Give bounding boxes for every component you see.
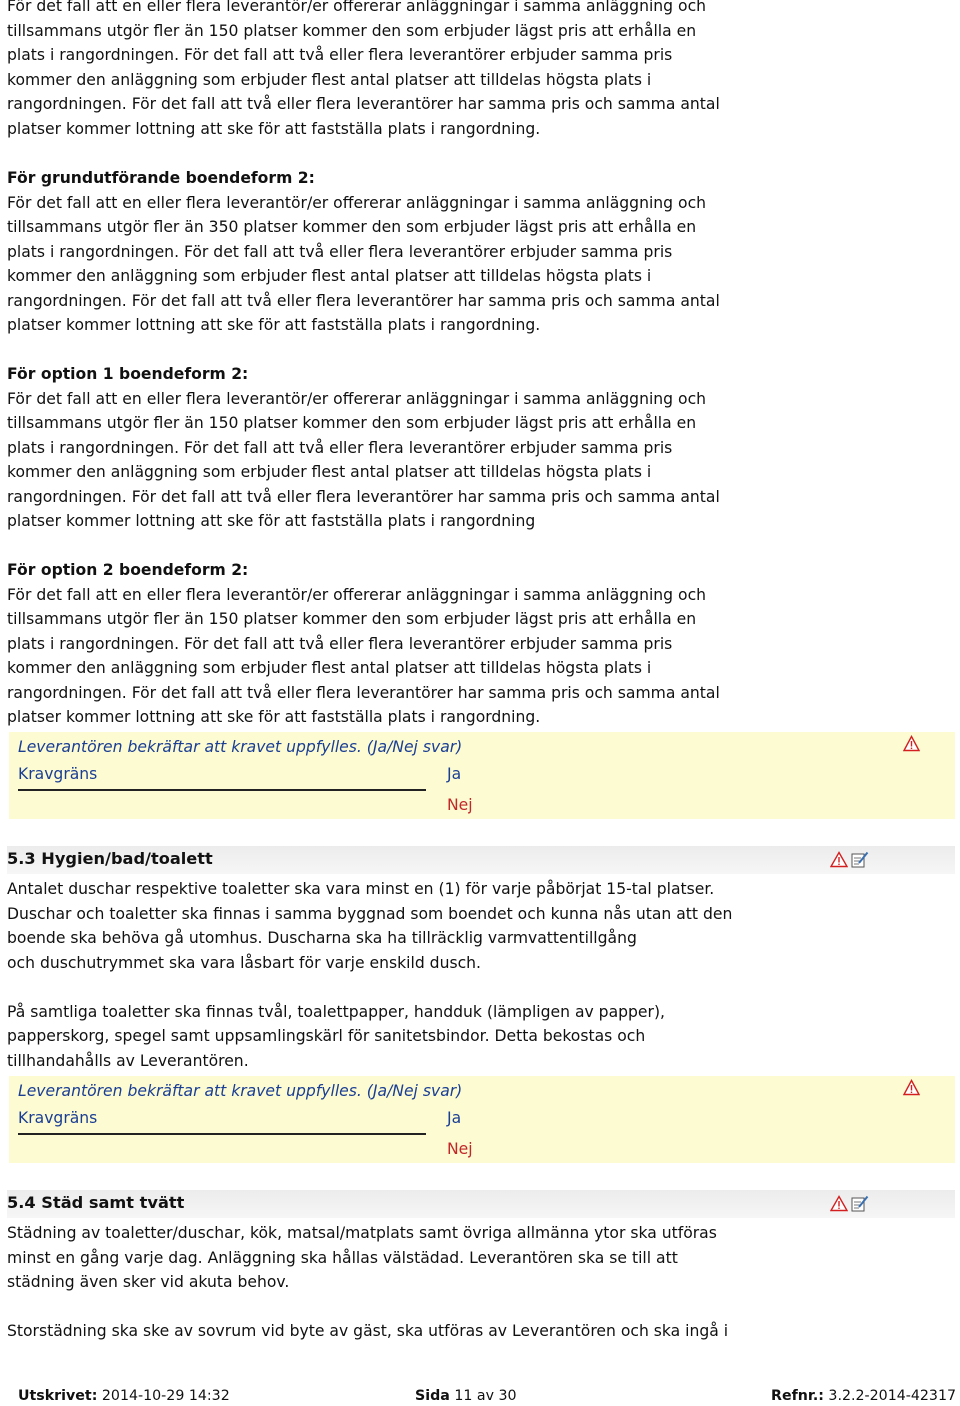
kravgrans-underline xyxy=(18,1133,426,1135)
text-line: minst en gång varje dag. Anläggning ska hållas välstädad. Leverantören ska se till att xyxy=(7,1248,678,1267)
text-line: Antalet duschar respektive toaletter ska vara minst en (1) för varje påbörjat 15-tal platser. xyxy=(7,880,715,898)
edit-document-icon[interactable] xyxy=(851,851,869,868)
requirement-box xyxy=(9,1076,955,1163)
text-line: kommer den anläggning som erbjuder flest antal platser att tilldelas högsta plats i xyxy=(7,659,652,677)
section-option-1 xyxy=(7,362,720,534)
section-heading: För grundutförande boendeform 2: xyxy=(7,169,315,187)
text-line: tillsammans utgör fler än 150 platser kommer den som erbjuder lägst pris att erhålla en xyxy=(7,414,697,432)
text-line: tillhandahålls av Leverantören. xyxy=(7,1051,249,1070)
text-line: För det fall att en eller flera leverantör/er offererar anläggningar i samma anläggning och xyxy=(7,585,707,604)
section-heading: För option 1 boendeform 2: xyxy=(7,365,249,383)
section-heading: För option 2 boendeform 2: xyxy=(7,561,249,579)
intro-paragraph xyxy=(7,0,720,141)
section-5-3-header xyxy=(7,846,955,874)
section-grundutforande xyxy=(7,166,720,338)
text-line: tillsammans utgör fler än 350 platser kommer den som erbjuder lägst pris att erhålla en xyxy=(7,218,697,236)
section-icons xyxy=(830,1195,869,1212)
text-line: kommer den anläggning som erbjuder flest antal platser att tilldelas högsta plats i xyxy=(7,70,652,89)
answer-option-yes[interactable]: Ja xyxy=(447,1109,462,1127)
warning-icon xyxy=(830,851,848,868)
warning-icon xyxy=(830,1195,848,1212)
text-line: Duschar och toaletter ska finnas i samma byggnad som boendet och kunna nås utan att den xyxy=(7,904,733,923)
text-line: Storstädning ska ske av sovrum vid byte av gäst, ska utföras av Leverantören och ska ingå i xyxy=(7,1322,729,1340)
text-line: platser kommer lottning att ske för att fastställa plats i rangordning. xyxy=(7,119,541,138)
text-line: boende ska behöva gå utomhus. Duscharna ska ha tillräcklig varmvattentillgång xyxy=(7,929,637,947)
text-line: För det fall att en eller flera leverantör/er offererar anläggningar i samma anläggning och xyxy=(7,193,707,212)
text-line: och duschutrymmet ska vara låsbart för varje enskild dusch. xyxy=(7,953,481,972)
kravgrans-label: Kravgräns xyxy=(18,1109,98,1127)
section-5-4-header xyxy=(7,1190,955,1218)
text-line: städning även sker vid akuta behov. xyxy=(7,1273,290,1291)
text-line: kommer den anläggning som erbjuder flest antal platser att tilldelas högsta plats i xyxy=(7,267,652,285)
text-line: plats i rangordningen. För det fall att två eller flera leverantörer erbjuder samma pris xyxy=(7,438,673,457)
section-5-3-body xyxy=(7,877,732,1073)
text-line: För det fall att en eller flera leverantör/er offererar anläggningar i samma anläggning och xyxy=(7,389,707,408)
kravgrans-underline xyxy=(18,789,426,791)
text-line: rangordningen. För det fall att två eller flera leverantörer har samma pris och samma antal xyxy=(7,487,720,506)
requirement-title: Leverantören bekräftar att kravet uppfylles. (Ja/Nej svar) xyxy=(18,738,463,756)
requirement-title: Leverantören bekräftar att kravet uppfylles. (Ja/Nej svar) xyxy=(18,1082,463,1100)
answer-option-no[interactable]: Nej xyxy=(447,796,473,814)
text-line: kommer den anläggning som erbjuder flest antal platser att tilldelas högsta plats i xyxy=(7,463,652,481)
page-number: Sida 11 av 30 xyxy=(415,1388,517,1404)
text-line: rangordningen. För det fall att två eller flera leverantörer har samma pris och samma antal xyxy=(7,95,720,113)
text-line: platser kommer lottning att ske för att fastställa plats i rangordning. xyxy=(7,708,541,726)
section-icons xyxy=(830,851,869,868)
warning-icon xyxy=(903,1079,920,1096)
text-line: papperskorg, spegel samt uppsamlingskärl för sanitetsbindor. Detta bekostas och xyxy=(7,1027,646,1045)
text-line: platser kommer lottning att ske för att fastställa plats i rangordning xyxy=(7,512,536,530)
text-line: rangordningen. För det fall att två eller flera leverantörer har samma pris och samma antal xyxy=(7,291,720,310)
printed-date: Utskrivet: 2014-10-29 14:32 xyxy=(18,1388,230,1404)
text-line: Städning av toaletter/duschar, kök, matsal/matplats samt övriga allmänna ytor ska utföras xyxy=(7,1224,717,1242)
text-line: tillsammans utgör fler än 150 platser kommer den som erbjuder lägst pris att erhålla en xyxy=(7,610,697,628)
section-5-4-body xyxy=(7,1221,728,1344)
text-line: rangordningen. För det fall att två eller flera leverantörer har samma pris och samma antal xyxy=(7,683,720,702)
answer-option-no[interactable]: Nej xyxy=(447,1140,473,1158)
text-line: plats i rangordningen. För det fall att två eller flera leverantörer erbjuder samma pris xyxy=(7,242,673,261)
edit-document-icon[interactable] xyxy=(851,1195,869,1212)
text-line: tillsammans utgör fler än 150 platser kommer den som erbjuder lägst pris att erhålla en xyxy=(7,21,697,40)
section-title: 5.3 Hygien/bad/toalett xyxy=(7,849,213,868)
warning-icon xyxy=(903,735,920,752)
text-line: För det fall att en eller flera leverantör/er offererar anläggningar i samma anläggning och xyxy=(7,0,707,15)
text-line: platser kommer lottning att ske för att fastställa plats i rangordning. xyxy=(7,316,541,334)
text-line: plats i rangordningen. För det fall att två eller flera leverantörer erbjuder samma pris xyxy=(7,46,673,64)
requirement-box xyxy=(9,732,955,819)
answer-option-yes[interactable]: Ja xyxy=(447,765,462,783)
text-line: plats i rangordningen. För det fall att två eller flera leverantörer erbjuder samma pris xyxy=(7,634,673,653)
text-line: På samtliga toaletter ska finnas tvål, toalettpapper, handduk (lämpligen av papper), xyxy=(7,1002,665,1021)
section-title: 5.4 Städ samt tvätt xyxy=(7,1193,185,1212)
kravgrans-label: Kravgräns xyxy=(18,765,98,783)
section-option-2 xyxy=(7,558,720,730)
reference-number: Refnr.: 3.2.2-2014-42317 xyxy=(771,1388,956,1404)
